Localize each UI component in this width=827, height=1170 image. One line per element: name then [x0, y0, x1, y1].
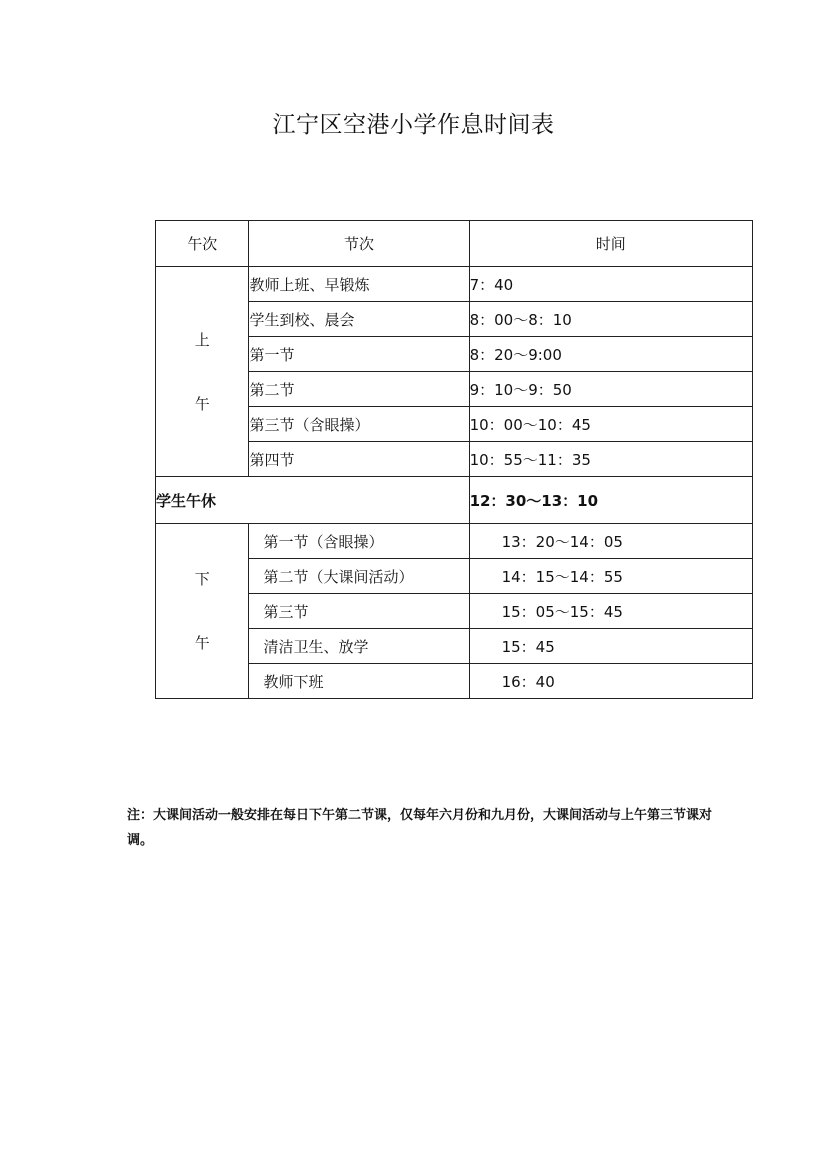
- table-header-row: [156, 221, 753, 267]
- header-lesson: 节次: [249, 221, 469, 267]
- time-cell: 14：15～14：55: [469, 559, 752, 594]
- afternoon-label-bottom: 午: [194, 634, 210, 652]
- header-period: 午次: [156, 221, 249, 267]
- page-title: 江宁区空港小学作息时间表: [272, 112, 555, 138]
- lesson-cell: 清洁卫生、放学: [249, 629, 469, 664]
- lesson-cell: 第一节（含眼操）: [249, 524, 469, 559]
- lesson-cell: 第二节: [249, 372, 469, 407]
- lesson-cell: 第三节（含眼操）: [249, 407, 469, 442]
- table-row: [156, 524, 753, 559]
- lesson-cell: 教师上班、早锻炼: [249, 267, 469, 302]
- lesson-cell: 教师下班: [249, 664, 469, 699]
- lesson-cell: 第四节: [249, 442, 469, 477]
- time-cell: 13：20～14：05: [469, 524, 752, 559]
- morning-label-bottom: 午: [194, 394, 210, 413]
- afternoon-label-top: 下: [194, 570, 210, 588]
- lesson-cell: 第一节: [249, 337, 469, 372]
- table-row: [156, 267, 753, 302]
- morning-label: [156, 267, 249, 477]
- schedule-table: [155, 220, 753, 699]
- footnote: 注：大课间活动一般安排在每日下午第二节课，仅每年六月份和九月份，大课间活动与上午第三节课对调。: [127, 808, 713, 848]
- lesson-cell: 学生到校、晨会: [249, 302, 469, 337]
- lesson-cell: 第二节（大课间活动）: [249, 559, 469, 594]
- time-cell: 16：40: [469, 664, 752, 699]
- time-cell: 10：55～11：35: [469, 442, 752, 477]
- header-time: 时间: [469, 221, 752, 267]
- lesson-cell: 第三节: [249, 594, 469, 629]
- morning-label-top: 上: [194, 330, 210, 349]
- noon-time: 12：30～13：10: [469, 477, 752, 524]
- time-cell: 7：40: [469, 267, 752, 302]
- noon-label: 学生午休: [156, 477, 470, 524]
- time-cell: 8：00～8：10: [469, 302, 752, 337]
- noon-row: [156, 477, 753, 524]
- time-cell: 10：00～10：45: [469, 407, 752, 442]
- time-cell: 15：45: [469, 629, 752, 664]
- afternoon-label: [156, 524, 249, 699]
- time-cell: 9：10～9：50: [469, 372, 752, 407]
- time-cell: 8：20～9:00: [469, 337, 752, 372]
- time-cell: 15：05～15：45: [469, 594, 752, 629]
